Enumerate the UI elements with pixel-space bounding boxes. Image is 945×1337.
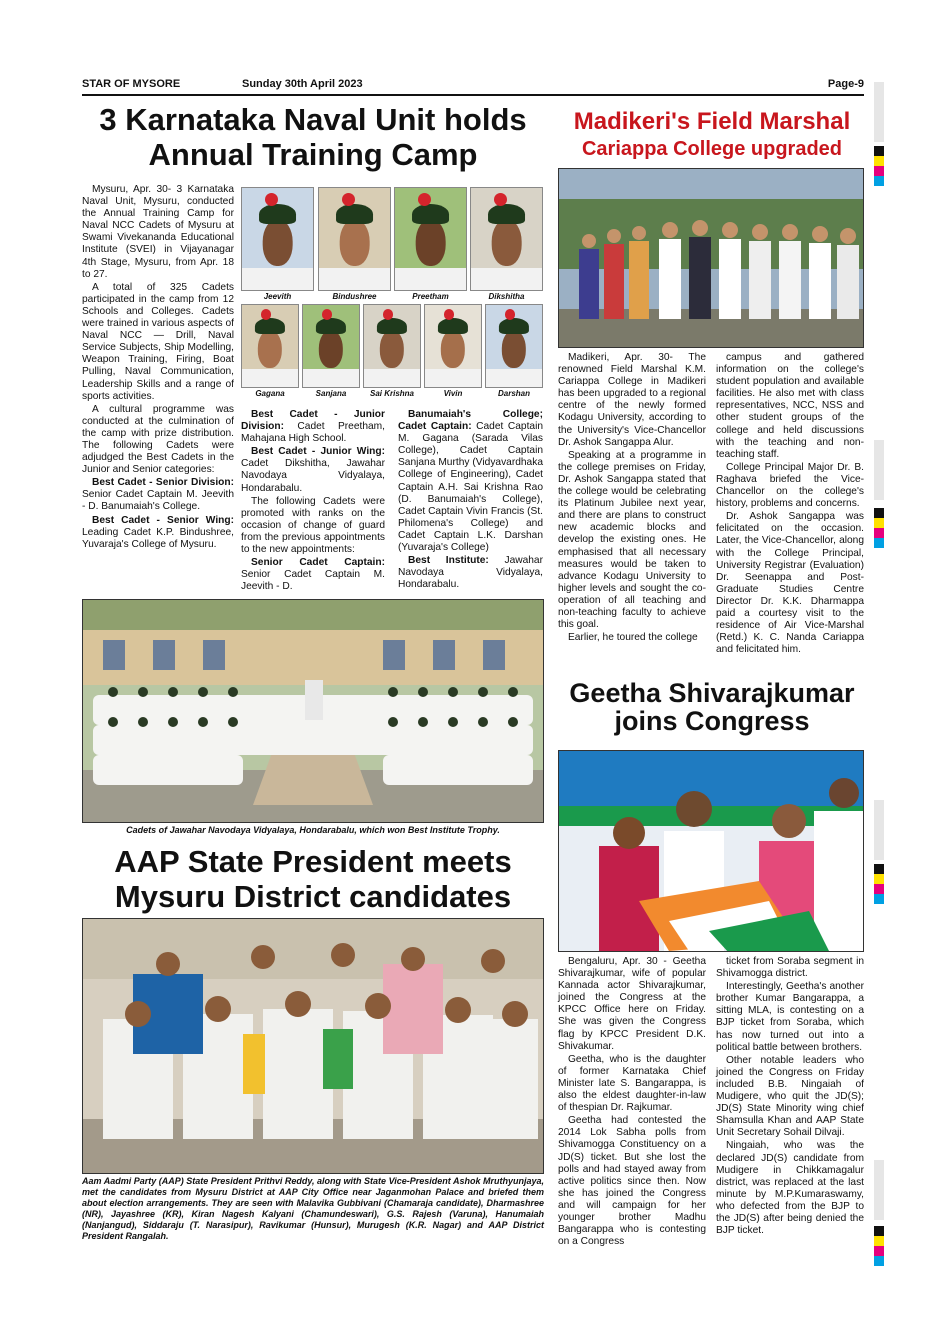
cadet-portrait <box>241 304 299 388</box>
paragraph: Best Cadet - Junior Wing: Cadet Dikshitha, Jawahar Navodaya Vidyalaya, Hondarabalu. <box>241 446 385 494</box>
cadet-name: Bindushree <box>332 292 377 301</box>
cadet-portrait <box>363 304 421 388</box>
paragraph: Ningaiah, who was the declared JD(S) candidate from Mudigere in Chikkamagalur district, was replaced at the last minute by M.P.Kumaraswamy, who defected from the BJP to the JD(S) after being denied the BJP ticket. <box>716 1140 864 1237</box>
paragraph: Earlier, he toured the college <box>568 632 698 644</box>
paragraph-lead: Best Institute: <box>408 555 505 567</box>
naval-headline <box>82 104 544 171</box>
cadet-name: Jeevith <box>263 292 292 301</box>
paragraph: Mysuru, Apr. 30- 3 Karnataka Naval Unit, Mysuru, conducted the Annual Training Camp for Naval NCC Cadets of Mysuru at Swami Vivekananda Educational Institute (SVEI) in Vijayanagar 4th Stage, Mysuru, from Apr. 18 to 27. <box>82 184 234 280</box>
paragraph: Geetha had contested the 2014 Lok Sabha polls from Shivamogga Constituency on a JD(S) ticket. But she lost the polls and had stayed away from active politics since then. Now she has joined the Congress and will campaign for her younger brother Madhu Bangarappa who is contesting on a Congress <box>558 1115 706 1248</box>
paragraph: ticket from Soraba segment in Shivamogga district. <box>716 956 864 980</box>
paragraph: Madikeri, Apr. 30- The renowned Field Marshal K.M. Cariappa College in Madikeri has been upgraded to a regional centre of the newly formed Kodagu University, according to the University's Vice-Chancellor Dr. Ashok Sangappa Alur. <box>558 352 706 448</box>
naval-headline-line-1: 3 Karnataka Naval Unit holds <box>99 102 527 137</box>
aap-headline-line-2: Mysuru District candidates <box>114 878 512 914</box>
paragraph: Bengaluru, Apr. 30 - Geetha Shivarajkumar, wife of popular Kannada actor Shivarajkumar, joined the Congress at the KPCC Office here on Friday. She was given the Congress flag by KPCC President D.K. Shivakumar. <box>558 956 706 1052</box>
cariappa-headline-line-1: Madikeri's Field Marshal <box>573 108 851 135</box>
cariappa-photo <box>558 168 864 348</box>
paragraph-lead: Banumaiah's College; Cadet Captain: <box>398 409 543 433</box>
cadet-name: Sanjana <box>315 389 347 398</box>
naval-group-photo-image <box>83 600 544 823</box>
paragraph: campus and gathered information on the college's student population and available facilities. He also met with class representatives, NCC, NSS and other student groups of the college and held discussions with the teaching and non-teaching staff. <box>716 352 864 460</box>
cadet-portrait <box>241 187 314 291</box>
geetha-photo <box>558 750 864 952</box>
paragraph: A cultural programme was conducted at the culmination of the camp with prize distribution. The following Cadets were adjudged the Best Cadets in the Junior and Senior categories: <box>82 403 234 476</box>
naval-column-1 <box>82 184 234 552</box>
geetha-headline <box>556 679 868 736</box>
paragraph-lead: Best Cadet - Senior Division: <box>92 477 234 489</box>
geetha-column-1 <box>558 956 706 1249</box>
naval-column-2 <box>241 409 385 594</box>
paragraph: Best Cadet - Junior Division: Cadet Preetham, Mahajana High School. <box>241 409 385 445</box>
registration-color-bar <box>874 146 884 186</box>
cadet-portrait <box>485 304 543 388</box>
cadet-portrait <box>394 187 467 291</box>
registration-color-bar <box>874 508 884 548</box>
naval-column-3 <box>398 409 543 592</box>
paragraph-lead: Best Cadet - Junior Division: <box>241 409 385 433</box>
cariappa-headline <box>556 108 868 161</box>
cariappa-headline-line-2: Cariappa College upgraded <box>581 138 843 160</box>
cariappa-photo-image <box>559 169 864 348</box>
cadet-portrait <box>318 187 391 291</box>
paragraph: Dr. Ashok Sangappa was felicitated on the occasion. Later, the Vice-Chancellor, along with the College Principal, University Registrar (Evaluation) Dr. Seenappa and Post-Graduate Studies Centre Director Dr. K.K. Dharmappa paid a courtesy visit to the residence of Air Vice-Marshal (Retd.) K. C. Nanda Cariappa and felicitated him. <box>716 511 864 656</box>
paragraph: Best Institute: Jawahar Navodaya Vidyalaya, Hondarabalu. <box>398 555 543 591</box>
masthead-rule <box>82 94 864 96</box>
cadet-name: Sai Krishna <box>369 389 414 398</box>
aap-photo <box>82 918 544 1174</box>
page-number: Page-9 <box>827 78 864 90</box>
registration-gray-bar <box>874 440 884 500</box>
paragraph: Senior Cadet Captain: Senior Cadet Captain M. Jeevith - D. <box>241 557 385 593</box>
aap-headline-line-1: AAP State President meets <box>114 844 512 879</box>
paragraph: Speaking at a programme in the college premises on Friday, Dr. Ashok Sangappa stated that the college would be celebrating its Platinum Jubilee next year, and there are plans to construct new academic blocks and develop the existing ones. He emphasised that all necessary measures would be taken to advance Kodagu University to higher levels and sought the co-operation of all teaching and non-teaching faculty to achieve this goal. <box>558 449 706 631</box>
paragraph: Best Cadet - Senior Division: Senior Cadet Captain M. Jeevith - D. Banumaiah's College. <box>82 477 234 513</box>
registration-color-bar <box>874 1226 884 1266</box>
naval-headline-line-2: Annual Training Camp <box>148 136 478 172</box>
paragraph-lead: Best Cadet - Senior Wing: <box>92 514 234 526</box>
aap-photo-image <box>83 919 544 1174</box>
masthead <box>82 78 864 92</box>
cadet-portrait <box>302 304 360 388</box>
paragraph-lead: Best Cadet - Junior Wing: <box>251 446 385 458</box>
cariappa-column-1 <box>558 352 706 645</box>
naval-group-caption: Cadets of Jawahar Navodaya Vidyalaya, Hondarabalu, which won Best Institute Trophy. <box>126 825 500 835</box>
registration-gray-bar <box>874 82 884 142</box>
cariappa-column-2 <box>716 352 864 657</box>
paragraph: The following Cadets were promoted with ranks on the occasion of change of guard from the previous appointments to the new appointments: <box>241 495 385 556</box>
paragraph: Best Cadet - Senior Wing: Leading Cadet K.P. Bindushree, Yuvaraja's College of Mysuru. <box>82 514 234 550</box>
paragraph: College Principal Major Dr. B. Raghava briefed the Vice-Chancellor on the college's history, problems and concerns. <box>716 461 864 510</box>
cadet-portrait <box>470 187 543 291</box>
registration-color-bar <box>874 864 884 904</box>
naval-group-photo <box>82 599 544 823</box>
aap-caption: Aam Aadmi Party (AAP) State President Prithvi Reddy, along with State Vice-President Ashok Mruthyunjaya, met the candidates from Mysuru District at AAP City Office near Jaganmohan Palace and briefed them about election arrangements. They are seen with Malavika Gubbivani (Chamaraja candidate), Dharmashree (NR), Jayashree (KR), Kiran Nagesh Kalyani (Chamundeswari), G.S. Rajesh (Varuna), Hanumaiah (Nanjangud), Siddaraju (T. Narasipur), Ravikumar (Hunsur), Murugesh (K.R. Nagar) and AAP District President Rangalah. <box>82 1176 544 1241</box>
paragraph: Other notable leaders who joined the Congress on Friday included B.B. Ningaiah of Mudigere, who quit the JD(S); JD(S) State Minority wing chief Shamsulla Khan and AAP State Unit Secretary Sohail Dilvaji. <box>716 1054 864 1139</box>
cadet-name: Preetham <box>412 292 449 301</box>
paragraph: Geetha, who is the daughter of former Karnataka Chief Minister late S. Bangarappa, is also the eldest daughter-in-law of thespian Dr. Rajkumar. <box>558 1053 706 1114</box>
aap-headline <box>82 846 544 913</box>
paragraph: A total of 325 Cadets participated in the camp from 12 Schools and Colleges. Cadets were trained in various aspects of Naval NCC — Drill, Naval Service Subjects, Ship Modelling, Weapon Training, Firing, Boat Pulling, Naval Communication, Leadership Skills and a range of sports activities. <box>82 281 234 402</box>
geetha-column-2 <box>716 956 864 1238</box>
registration-gray-bar <box>874 1160 884 1220</box>
cadet-name: Gagana <box>255 389 285 398</box>
newspaper-name: STAR OF MYSORE <box>82 78 181 90</box>
cadet-name: Dikshitha <box>488 292 525 301</box>
paragraph: Banumaiah's College; Cadet Captain: Cadet Captain M. Gagana (Sarada Vilas College), Cadet Captain Sanjana Murthy (Vidyavardhaka College of Engineering), Cadet Captain A.H. Sai Krishna Rao (D. Banumaiah's College), Cadet Captain Vivin Francis (St. Philomena's College) and Cadet Captain L.K. Darshan (Yuvaraja's College) <box>398 409 543 554</box>
geetha-headline-line-1: Geetha Shivarajkumar <box>569 678 855 708</box>
cadet-name: Vivin <box>443 389 463 398</box>
geetha-headline-line-2: joins Congress <box>614 706 810 737</box>
paragraph-lead: Senior Cadet Captain: <box>251 557 385 569</box>
geetha-photo-image <box>559 751 864 952</box>
issue-date: Sunday 30th April 2023 <box>242 78 363 90</box>
cadet-portrait <box>424 304 482 388</box>
cadet-name: Darshan <box>497 389 530 398</box>
paragraph: Interestingly, Geetha's another brother Kumar Bangarappa, a sitting MLA, is contesting on a BJP ticket from Soraba, which has now turned out into a political battle between brothers. <box>716 981 864 1053</box>
registration-gray-bar <box>874 800 884 860</box>
